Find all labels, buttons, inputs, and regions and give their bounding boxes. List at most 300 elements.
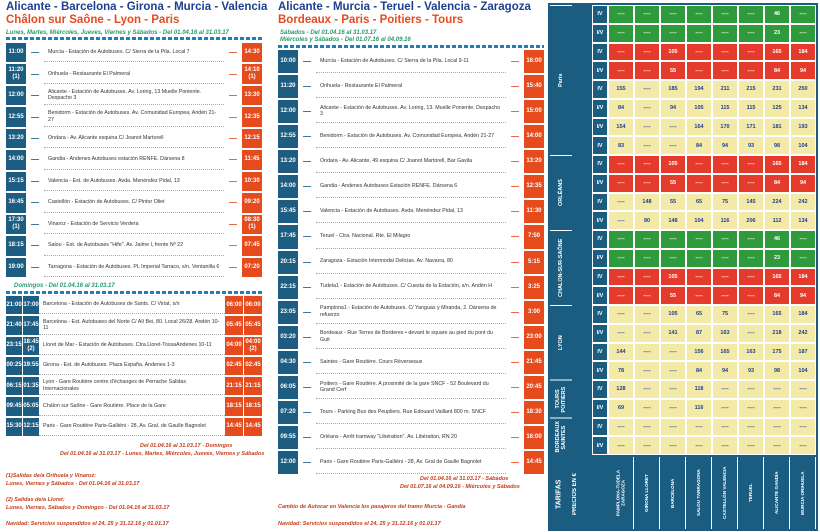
stop-name: Bordeaux - Rue Terres de Borderes • devant le square au pied du pont du Guit	[316, 326, 506, 349]
timetable-row	[278, 451, 544, 474]
timetable-row	[6, 316, 262, 334]
timetable-row	[278, 376, 544, 399]
dash-cell: —	[229, 176, 237, 186]
timetable-row	[6, 296, 262, 314]
depart-time	[6, 236, 26, 255]
fare-city-label: SALOU TARRAGONA	[686, 457, 712, 529]
fare-cell: 98	[764, 136, 790, 155]
return-time-value: 12:35	[526, 183, 542, 190]
fare-cell: 80	[634, 211, 660, 230]
depart-time-value: 22:15	[280, 283, 296, 290]
fare-cell: ----	[634, 80, 660, 99]
fare-cell: 164	[686, 118, 712, 137]
timetable-row	[6, 236, 262, 255]
fare-cell: ----	[608, 268, 634, 287]
fare-cell: ----	[634, 24, 660, 43]
stop-name: Pamplona1 - Estación de Autobuses. C/ Yanguas y Miranda, 2. Dársena de refuerzo	[316, 301, 506, 324]
dash-cell: —	[31, 176, 39, 186]
left-foot-1: Del 01.04.16 al 31.03.17 - Domingos	[140, 443, 233, 449]
timetable-row	[278, 276, 544, 299]
timetable-row	[278, 225, 544, 248]
return-time	[242, 172, 262, 191]
return-time-1: 18:15	[225, 397, 243, 415]
fare-cell: 23	[764, 249, 790, 268]
fare-cell: ----	[738, 174, 764, 193]
return-time-value: 14:30	[244, 49, 260, 56]
mid-title-1: Alicante - Murcia - Teruel - Valencia - Zaragoza	[278, 1, 531, 13]
fare-row-label: I/V	[592, 118, 608, 137]
return-time-value: 11:30	[526, 208, 542, 215]
fare-cell: ----	[686, 61, 712, 80]
depart-time-value: 04:30	[280, 358, 296, 365]
fare-city-label: PAMPLONA-TUDELA ZARAGOZA	[608, 457, 634, 529]
fare-cell: 104	[686, 211, 712, 230]
dash-cell: —	[303, 407, 311, 417]
dash-cell: —	[229, 69, 237, 79]
return-time	[524, 451, 544, 474]
timetable-row	[6, 129, 262, 148]
left-subtitle: Lunes, Martes, Miércoles, Jueves, Viernes y Sábados - Del 01.04.16 al 31.03.17	[6, 30, 229, 36]
fare-cell: 184	[790, 268, 816, 287]
fare-cell: 46	[764, 230, 790, 249]
dash-cell: —	[229, 112, 237, 122]
return-time-value: 15:40	[526, 83, 542, 90]
dash-cell: —	[511, 82, 519, 92]
fare-row-label: IV	[592, 80, 608, 99]
fare-cell: 242	[790, 193, 816, 212]
return-time-1: 02:45	[225, 357, 243, 375]
fare-cell: ----	[608, 305, 634, 324]
dash-cell: —	[303, 458, 311, 468]
fare-cell: ----	[712, 174, 738, 193]
fare-cell: 84	[764, 174, 790, 193]
depart-time-value: 12:55	[8, 113, 24, 120]
return-time-value: 11:45	[244, 156, 260, 163]
depart-time-2: 17:45	[23, 316, 39, 334]
return-time-value: 15:00	[526, 108, 542, 115]
return-time-value: 20:45	[526, 383, 542, 390]
return-time	[524, 175, 544, 198]
fare-row-label: I/V	[592, 436, 608, 455]
dash-cell: —	[229, 262, 237, 272]
fare-cell: ----	[738, 399, 764, 418]
fare-cell: ----	[712, 380, 738, 399]
return-time	[242, 129, 262, 148]
depart-time-value: 12:00	[8, 92, 24, 99]
fare-cell: ----	[660, 418, 686, 437]
fare-row-label: IV	[592, 230, 608, 249]
depart-time	[278, 225, 298, 248]
depart-time	[278, 451, 298, 474]
fare-cell: 148	[634, 193, 660, 212]
depart-time	[6, 86, 26, 105]
fare-cell: 171	[738, 118, 764, 137]
mid-title-2: Bordeaux - Paris - Poitiers - Tours	[278, 14, 464, 26]
fare-row-label: IV	[592, 5, 608, 24]
fare-cell: 23	[764, 24, 790, 43]
dash-cell: —	[229, 219, 237, 229]
mid-timetable	[278, 50, 544, 474]
fare-cell: 215	[738, 80, 764, 99]
fare-cell: 206	[738, 211, 764, 230]
return-time	[524, 251, 544, 274]
stop-name: Lyon - Gare Routière centre d'échanges de Perrache Salidas Internacionales	[39, 377, 225, 395]
stop-name: Teruel - Ctra. Nacional. Rte. El Milagro	[316, 225, 506, 248]
stop-name: Paris - Gare Routière Paris-Galliéni - 28, Av. Gral de Gaulle Bagnolet	[316, 451, 506, 474]
depart-time-1: 09:45	[6, 397, 22, 415]
stop-name: Alicante - Estación de Autobuses. Av. Loring, 13. Muelle Poniente. Despacho 3	[316, 100, 506, 123]
stop-name: Salou - Est. de Autobuses "Hife". Av. Jaime I, frente Nº 22	[44, 236, 224, 255]
return-time-value: 07:20	[244, 263, 260, 270]
fares-header: TARIFAS	[555, 479, 563, 509]
fare-cell: ----	[712, 155, 738, 174]
fare-cell: ----	[686, 268, 712, 287]
stop-name: Lloret de Mar - Estación de Autobuses. Ctra.Lloret-TossaAndenes 10-11	[39, 337, 225, 355]
fare-cell: ----	[634, 230, 660, 249]
fare-row-label: I/V	[592, 361, 608, 380]
fare-cell: ----	[790, 249, 816, 268]
fare-row-label: IV	[592, 418, 608, 437]
depart-time	[278, 251, 298, 274]
timetable-row	[6, 337, 262, 355]
fare-cell: ----	[608, 5, 634, 24]
fare-cell: ----	[764, 436, 790, 455]
depart-time	[6, 107, 26, 126]
depart-time-1: 21:40	[6, 316, 22, 334]
fare-cell: ----	[790, 380, 816, 399]
dash-cell: —	[303, 307, 311, 317]
fare-cell: 55	[660, 286, 686, 305]
left-stripe-2	[6, 291, 262, 294]
depart-time-value: 11:20	[280, 83, 296, 90]
return-time	[524, 200, 544, 223]
return-time-value: 08:30	[244, 217, 260, 224]
stop-name: Zaragoza - Estación Intermodal Delicias. Av. Navarra, 80	[316, 251, 506, 274]
fare-cell: 194	[686, 80, 712, 99]
dash-cell: —	[303, 82, 311, 92]
left-note-4: Lunes, Viernes, Sábados y Domingos - Del 01.04.16 al 31.03.17	[6, 505, 170, 511]
return-time-value: 14:00	[526, 133, 542, 140]
fare-cell: ----	[790, 5, 816, 24]
fare-cell: 155	[608, 80, 634, 99]
fare-cell: ----	[608, 418, 634, 437]
fare-cell: ----	[634, 99, 660, 118]
fare-row-label: I/V	[592, 324, 608, 343]
fare-row-label: IV	[592, 268, 608, 287]
dash-cell: —	[511, 107, 519, 117]
fare-cell: 78	[608, 361, 634, 380]
return-time-value: 14:10	[244, 67, 260, 74]
fare-cell: ----	[608, 211, 634, 230]
depart-time-value: 15:15	[8, 177, 24, 184]
fare-cell: 125	[764, 99, 790, 118]
fare-cell: 184	[790, 155, 816, 174]
return-time-value: 5:15	[527, 258, 540, 265]
fare-cell: 87	[686, 324, 712, 343]
fare-cell: ----	[738, 155, 764, 174]
stop-name: Benidorm - Estación de Autobuses. Av. Comunidad Europea, Andén 21-27	[44, 107, 224, 126]
depart-time	[278, 301, 298, 324]
mid-foot-2: Del 01.07.16 al 04.09.16 - Miércoles y Sábados	[400, 484, 520, 490]
stop-name: Tarragona - Estación de Autobuses. PL Imperial Tarraco, s/n. Ventanilla 6	[44, 258, 224, 277]
fare-cell: ----	[738, 5, 764, 24]
return-time	[524, 401, 544, 424]
dash-cell: —	[511, 332, 519, 342]
return-time-value: 16:00	[526, 58, 542, 65]
timetable-row	[278, 251, 544, 274]
return-time	[242, 64, 262, 83]
return-time	[524, 301, 544, 324]
depart-time-1: 15:30	[6, 418, 22, 436]
return-time-value: 07:45	[244, 242, 260, 249]
return-time	[242, 150, 262, 169]
fare-city-label: ALICANTE GANDÍA	[764, 457, 790, 529]
dash-cell: —	[511, 282, 519, 292]
return-time-1: 06:00	[225, 296, 243, 314]
fare-cell: ----	[608, 174, 634, 193]
fare-cell: 187	[790, 343, 816, 362]
dash-cell: —	[229, 155, 237, 165]
fare-cell: 224	[764, 193, 790, 212]
fare-cell: 84	[686, 361, 712, 380]
depart-time-value: 12:00	[280, 459, 296, 466]
fare-cell: 84	[764, 61, 790, 80]
return-time	[524, 326, 544, 349]
mid-subtitle-1: Sábados - Del 01.04.16 al 31.03.17	[280, 30, 377, 36]
dash-cell: —	[229, 48, 237, 58]
fare-cell: 65	[686, 193, 712, 212]
left-sunday-subtitle: Domingos - Del 01.04.16 al 31.03.17	[14, 283, 115, 289]
fare-cell: 94	[790, 286, 816, 305]
stop-name: Ondara - Av. Alicante, 49 esquina C/ Joanot Martorell, Bar Gavila	[316, 150, 506, 173]
fare-cell: ----	[660, 230, 686, 249]
depart-time	[278, 75, 298, 98]
dash-cell: —	[511, 357, 519, 367]
fare-cell: ----	[608, 230, 634, 249]
fare-cell: 112	[764, 211, 790, 230]
fare-cell: 94	[712, 361, 738, 380]
fare-cell: 185	[660, 80, 686, 99]
return-time-value: 12:35	[244, 113, 260, 120]
fare-cell: ----	[764, 418, 790, 437]
fare-cell: ----	[764, 399, 790, 418]
dash-cell: —	[31, 69, 39, 79]
timetable-row	[6, 377, 262, 395]
return-time-value: 13:30	[244, 92, 260, 99]
depart-time-value: 13:20	[280, 158, 296, 165]
return-time	[242, 215, 262, 234]
fare-city-label: MURCIA ORIHUELA	[790, 457, 816, 529]
fare-cell: ----	[790, 436, 816, 455]
depart-time	[6, 129, 26, 148]
depart-time-note: (1)	[12, 74, 20, 81]
fare-group-label: BORDEAUX SAINTES	[550, 418, 572, 456]
fare-cell: ----	[634, 155, 660, 174]
fare-cell: ----	[608, 436, 634, 455]
fare-cell: ----	[712, 24, 738, 43]
fare-cell: 184	[790, 305, 816, 324]
dash-cell: —	[31, 155, 39, 165]
fare-cell: ----	[686, 5, 712, 24]
fare-cell: 156	[686, 343, 712, 362]
fare-cell: ----	[712, 5, 738, 24]
fare-cell: ----	[634, 249, 660, 268]
timetable-row	[278, 301, 544, 324]
depart-time-2: 19:55	[23, 357, 39, 375]
fare-row-label: IV	[592, 136, 608, 155]
return-time	[524, 376, 544, 399]
dash-cell: —	[511, 432, 519, 442]
fare-cell: ----	[634, 118, 660, 137]
depart-time-value: 03:20	[280, 333, 296, 340]
fare-cell: 141	[660, 324, 686, 343]
return-time-value: 13:20	[526, 158, 542, 165]
return-time-value: 10:30	[244, 177, 260, 184]
fare-cell: ----	[634, 5, 660, 24]
fare-row-label: I/V	[592, 399, 608, 418]
depart-time-value: 15:45	[280, 208, 296, 215]
timetable-row	[6, 86, 262, 105]
dash-cell: —	[511, 57, 519, 67]
fare-row-label: IV	[592, 193, 608, 212]
stop-name: Murcia - Estación de Autobuses. C/ Sierra de la Pila. Local 9-11	[316, 50, 506, 73]
dash-cell: —	[303, 232, 311, 242]
depart-time-value: 18:15	[8, 242, 24, 249]
mid-note-2: Navidad: Servicios suspendidos el 24, 25 y 31.12.16 y 01.01.17	[278, 521, 441, 527]
dash-cell: —	[303, 182, 311, 192]
return-time	[242, 236, 262, 255]
return-time	[242, 86, 262, 105]
depart-time-value: 12:00	[280, 108, 296, 115]
return-time	[524, 225, 544, 248]
dash-cell: —	[511, 132, 519, 142]
fare-cell: ----	[608, 286, 634, 305]
depart-time-note: (1)	[12, 224, 20, 231]
left-note-1: (1)Salidas de/a Orihuela y Vinaroz:	[6, 473, 96, 479]
return-time	[524, 150, 544, 173]
fare-cell: ----	[686, 230, 712, 249]
return-time-2: 14:45	[244, 418, 262, 436]
fare-cell: ----	[608, 193, 634, 212]
fare-cell: ----	[738, 249, 764, 268]
fare-cell: 55	[660, 174, 686, 193]
timetable-row	[6, 64, 262, 83]
dash-cell: —	[511, 157, 519, 167]
stop-name: Castellón - Estación de Autobuses. C/ Pintor Oliet	[44, 193, 224, 212]
timetable-row	[6, 258, 262, 277]
return-time	[524, 351, 544, 374]
depart-time-value: 23:05	[280, 308, 296, 315]
stop-name: Paris - Gare Routière Paris-Galliéni - 28, Av. Gral. de Gaulle Bagnolet	[39, 418, 225, 436]
dash-cell: —	[303, 432, 311, 442]
fare-cell: 145	[738, 193, 764, 212]
dash-cell: —	[511, 307, 519, 317]
depart-time-2: 05:05	[23, 397, 39, 415]
stop-name: Orihuela - Restaurante El Palmeral	[44, 64, 224, 83]
return-time-value: 3:25	[527, 283, 540, 290]
mid-foot-1: Del 01.04.16 al 31.03.17 - Sábados	[420, 476, 509, 482]
dash-cell: —	[511, 182, 519, 192]
depart-time	[278, 150, 298, 173]
depart-time	[278, 401, 298, 424]
depart-time-value: 17:45	[280, 233, 296, 240]
fare-cell: 105	[686, 99, 712, 118]
depart-time-value: 07:20	[280, 408, 296, 415]
depart-time	[278, 125, 298, 148]
depart-time-2: 01:35	[23, 377, 39, 395]
timetable-row	[278, 50, 544, 73]
return-time	[242, 258, 262, 277]
fare-cell: 105	[660, 305, 686, 324]
left-stripe	[6, 37, 262, 40]
fare-cell: 94	[660, 99, 686, 118]
timetable-row	[6, 418, 262, 436]
depart-time-value: 14:00	[8, 156, 24, 163]
fare-cell: ----	[790, 418, 816, 437]
fare-cell: ----	[712, 230, 738, 249]
return-time-2: 04:00 (2)	[244, 337, 262, 355]
return-time	[524, 276, 544, 299]
fare-cell: 165	[764, 43, 790, 62]
fare-cell: 46	[764, 5, 790, 24]
fare-cell: 75	[712, 305, 738, 324]
depart-time-1: 23:15	[6, 337, 22, 355]
left-foot-2: Del 01.04.16 al 31.03.17 - Lunes, Martes, Miércoles, Jueves, Viernes y Sábados	[60, 451, 265, 457]
fare-cell: ----	[712, 436, 738, 455]
timetable-row	[278, 426, 544, 449]
return-time	[524, 75, 544, 98]
dash-cell: —	[511, 458, 519, 468]
depart-time	[278, 100, 298, 123]
fare-row-label: I/V	[592, 211, 608, 230]
fare-cell: 115	[712, 99, 738, 118]
fare-cell: ----	[738, 61, 764, 80]
return-time	[524, 100, 544, 123]
dash-cell: —	[511, 382, 519, 392]
fare-cell: ----	[634, 268, 660, 287]
fare-cell: ----	[660, 343, 686, 362]
timetable-row	[6, 193, 262, 212]
fare-city-label: BARCELONA	[660, 457, 686, 529]
depart-time	[278, 200, 298, 223]
return-time-note: (1)	[248, 74, 256, 81]
depart-time	[6, 150, 26, 169]
fare-row-label: I/V	[592, 99, 608, 118]
dash-cell: —	[303, 207, 311, 217]
dash-cell: —	[31, 48, 39, 58]
depart-time	[6, 193, 26, 212]
depart-time	[278, 326, 298, 349]
fare-cell: ----	[712, 268, 738, 287]
fare-cell: ----	[738, 230, 764, 249]
dash-cell: —	[31, 219, 39, 229]
timetable-row	[6, 397, 262, 415]
stop-name: Valencia - Estación de Autobuses. Avda. Menéndez Pidal, 13	[316, 200, 506, 223]
fare-cell: ----	[634, 361, 660, 380]
mid-note-1: Cambio de Autocar en Valencia los pasajeros del tramo Murcia - Gandia	[278, 504, 466, 510]
depart-time-value: 06:05	[280, 383, 296, 390]
fare-cell: ----	[660, 136, 686, 155]
fare-cell: 93	[738, 361, 764, 380]
fare-row-label: I/V	[592, 286, 608, 305]
fare-city-label: CASTELLÓN VALENCIA	[712, 457, 738, 529]
fare-cell: ----	[686, 286, 712, 305]
return-time-2: 05:45	[244, 316, 262, 334]
fare-cell: ----	[634, 399, 660, 418]
fare-group-label: CHALON-SUR-SAÔNE	[550, 230, 572, 305]
fare-cell: ----	[738, 324, 764, 343]
mid-stripe	[278, 45, 544, 48]
